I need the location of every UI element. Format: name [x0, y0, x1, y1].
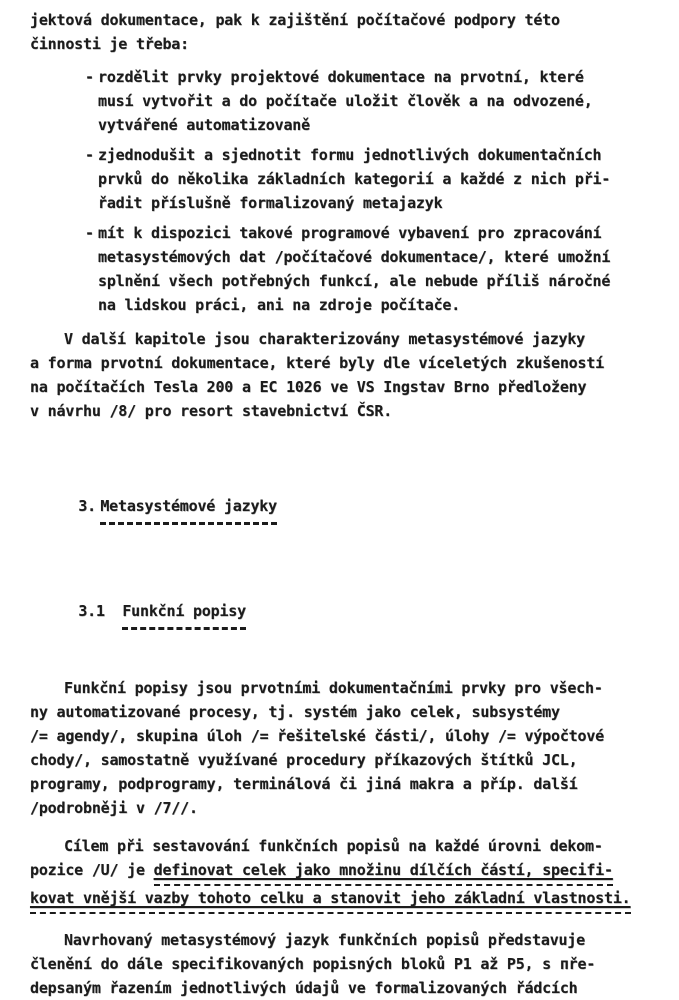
text-line: Navrhovaný metasystémový jazyk funkčních popisů představuje	[64, 931, 586, 949]
text-line: programy, podprogramy, terminálová či jiná makra a příp. další	[30, 775, 578, 793]
text-line	[30, 886, 669, 914]
intro-paragraph	[30, 8, 669, 56]
bullet-dash: -	[85, 68, 94, 86]
text-line: Cílem při sestavování funkčních popisů na každé úrovni dekom-	[64, 837, 603, 855]
bullet-dash: -	[85, 224, 94, 242]
para-functional	[30, 676, 669, 820]
text-line: na lidskou práci, ani na zdroje počítače.	[98, 296, 461, 314]
para-next-chapter	[30, 327, 669, 423]
chapter-title: Metasystémové jazyky	[100, 494, 277, 525]
text-line: členění do dále specifikovaných popisných bloků P1 až P5, s пře-	[30, 955, 596, 973]
text-line: mít k dispozici takové programové vybavení pro zpracování	[98, 224, 602, 242]
text-line: /podrobněji v /7//.	[30, 799, 198, 817]
plain-text: pozice /U/ je	[30, 861, 154, 879]
text-line: vytvářené automatizovaně	[98, 116, 310, 134]
text-line: ny automatizované procesy, tj. systém jako celek, subsystémy	[30, 703, 560, 721]
bullet-text	[98, 143, 610, 215]
text-line: na počítačích Tesla 200 a EC 1026 ve VS Ingstav Brno předloženy	[30, 378, 587, 396]
text-line: metasystémových dat /počítačové dokumentace/, které umožní	[98, 248, 611, 266]
underlined-text: definovat celek jako množinu dílčích částí, specifi-	[154, 858, 613, 886]
text-line: musí vytvořit a do počítače uložit člověk a na odvozené,	[98, 92, 593, 110]
text-line: V další kapitole jsou charakterizovány metasystémové jazyky	[64, 330, 586, 348]
text-line: zjednodušit a sjednotit formu jednotlivých dokumentačních	[98, 146, 602, 164]
text-line: řadit příslušně formalizovaný metajazyk	[98, 194, 443, 212]
heading-section	[43, 575, 669, 654]
para-proposed	[30, 928, 669, 1000]
section-number: 3.1	[78, 602, 105, 620]
section-title: Funkční popisy	[122, 599, 246, 630]
chapter-number: 3.	[78, 497, 96, 515]
bullet-dash: -	[85, 146, 94, 164]
text-line: prvků do několika základních kategorií a každé z nich při-	[98, 170, 611, 188]
para-goal	[30, 834, 669, 914]
text-line: činnosti je třeba:	[30, 35, 189, 53]
bullet-item	[85, 65, 669, 137]
text-line: rozdělit prvky projektové dokumentace na prvotní, které	[98, 68, 584, 86]
bullet-text	[98, 221, 610, 317]
bullet-list	[30, 65, 669, 317]
text-line: jektová dokumentace, pak k zajištění počítačové podpory této	[30, 11, 560, 29]
heading-chapter	[43, 470, 669, 549]
text-line: depsaným řazením jednotlivých údajů ve formalizovaných řádcích	[30, 979, 578, 997]
text-line: /= agendy/, skupina úloh /= řešitelské části/, úlohy /= výpočtové	[30, 727, 604, 745]
text-line: v návrhu /8/ pro resort stavebnictví ČSR.	[30, 402, 393, 420]
bullet-text	[98, 65, 593, 137]
text-line	[30, 858, 669, 886]
bullet-item	[85, 143, 669, 215]
text-line: splnění všech potřebných funkcí, ale nebude příliš náročné	[98, 272, 611, 290]
text-line: chody/, samostatně využívané procedury příkazových štítků JCL,	[30, 751, 578, 769]
text-line: a forma prvotní dokumentace, které byly dle víceletých zkušeností	[30, 354, 604, 372]
underlined-text: kovat vnější vazby tohoto celku a stanovit jeho základní vlastnosti.	[30, 886, 631, 914]
bullet-item	[85, 221, 669, 317]
text-line: Funkční popisy jsou prvotními dokumentačními prvky pro všech-	[64, 679, 603, 697]
